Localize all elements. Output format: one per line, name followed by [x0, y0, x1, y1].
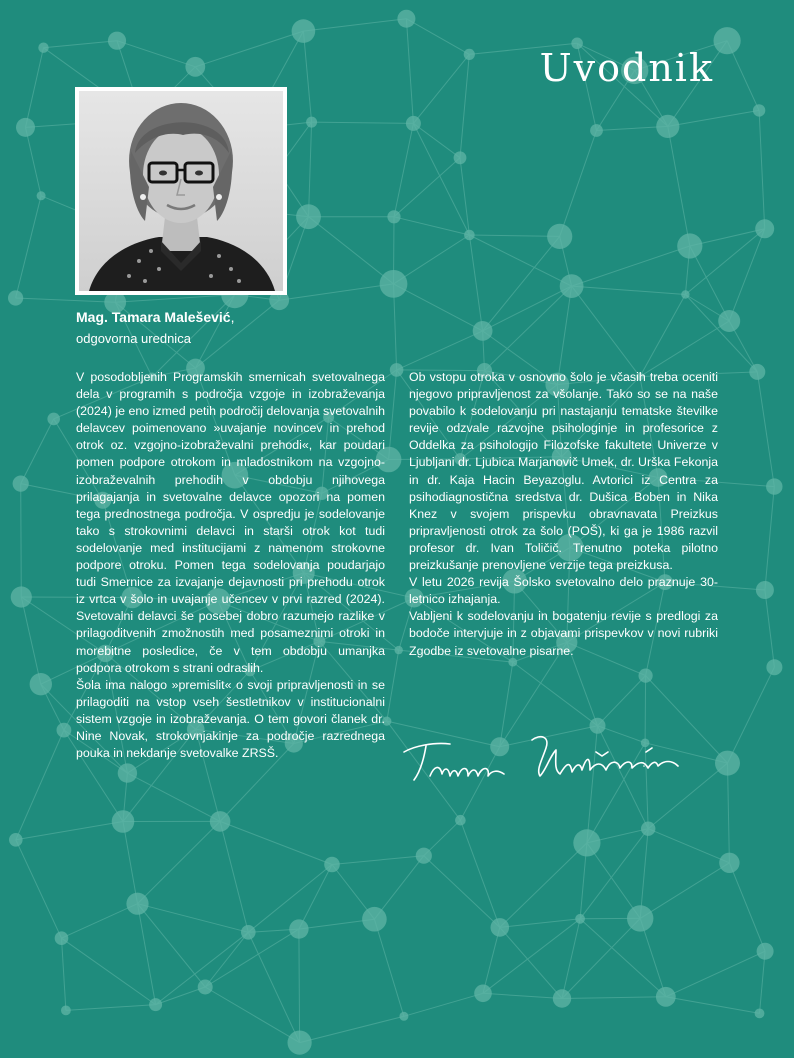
- handwritten-signature: [400, 730, 720, 792]
- right-text-column: [409, 369, 718, 660]
- author-portrait-photo: [79, 91, 283, 291]
- right-paragraph: V letu 2026 revija Šolsko svetovalno delo praznuje 30-letnico izhajanja.: [409, 575, 718, 607]
- author-role: odgovorna urednica: [76, 331, 191, 346]
- right-paragraph: Ob vstopu otroka v osnovno šolo je včasih treba oceniti njegovo pripravljenost za všolanje. Tako so se na naše povabilo k sodelovanju pri nastajanju tematske številke revije odzvale razvojne psihologinje in profesorice z Oddelka za psihologijo Filozofske fakultete Univerze v Ljubljani dr. Ljubica Marjanovič Umek, dr. Urška Fekonja in dr. Kaja Hacin Beyazoglu. Avtorici iz Centra za psihodiagnostična sredstva dr. Dušica Boben in Nika Knez v svojem prispevku obravnavata Preizkus pripravljenosti otrok za šolo (POŠ), ki ga je 1986 razvil profesor dr. Ivan Toličič. Trenutno poteka pilotno preizkušanje prenovljene verzije tega preizkusa.: [409, 370, 718, 573]
- page-title: Uvodnik: [539, 46, 714, 90]
- left-text-column: [76, 369, 385, 762]
- right-paragraph: Vabljeni k sodelovanju in bogatenju revije s predlogi za bodoče intervjuje in z objavami prispevkov v novi rubriki Zgodbe iz svetovalne pisarne.: [409, 609, 718, 658]
- author-photo-frame: [75, 87, 287, 295]
- left-paragraph: V posodobljenih Programskih smernicah svetovalnega dela v programih s področja vzgoje in izobraževanja (2024) je eno izmed petih področij delovanja svetovalnih delavcev poimenovano »uvajanje novincev in prehod otrok oz. vzgojno-izobraževalni prehodi«, kar poudari pomen podpore otrokom in mladostnikom na vzgojno-izobraževalnih prehodih v obdobju njihovega prilagajanja in svetovalne delavce opozori na pomen tega prednostnega področja. V ospredju je sodelovanje tako s strokovnimi delavci in starši otrok kot tudi sodelovanje med institucijami z namenom strokovne podpore otroku. Pomen tega sodelovanja poudarjajo tudi Smernice za izvajanje dejavnosti pri prehodu otrok iz vrtca v šolo in uvajanje učencev v prvi razred (2024). Svetovalni delavci še posebej dobro razumejo razlike v prilagoditvenih zmožnostih med posameznimi otroki in morebitne posledice, če v tem obdobju umanjka podpora otrokom s strani odraslih.: [76, 370, 385, 675]
- left-paragraph: Šola ima nalogo »premislit« o svoji pripravljenosti in se prilagoditi na vstop vseh šestletnikov v institucionalni sistem vzgoje in izobraževanja. O tem govori članek dr. Nine Novak, strokovnjakinje za področje razrednega pouka in nekdanje svetovalke ZRSŠ.: [76, 677, 385, 761]
- author-name: Mag. Tamara Malešević,: [76, 309, 235, 325]
